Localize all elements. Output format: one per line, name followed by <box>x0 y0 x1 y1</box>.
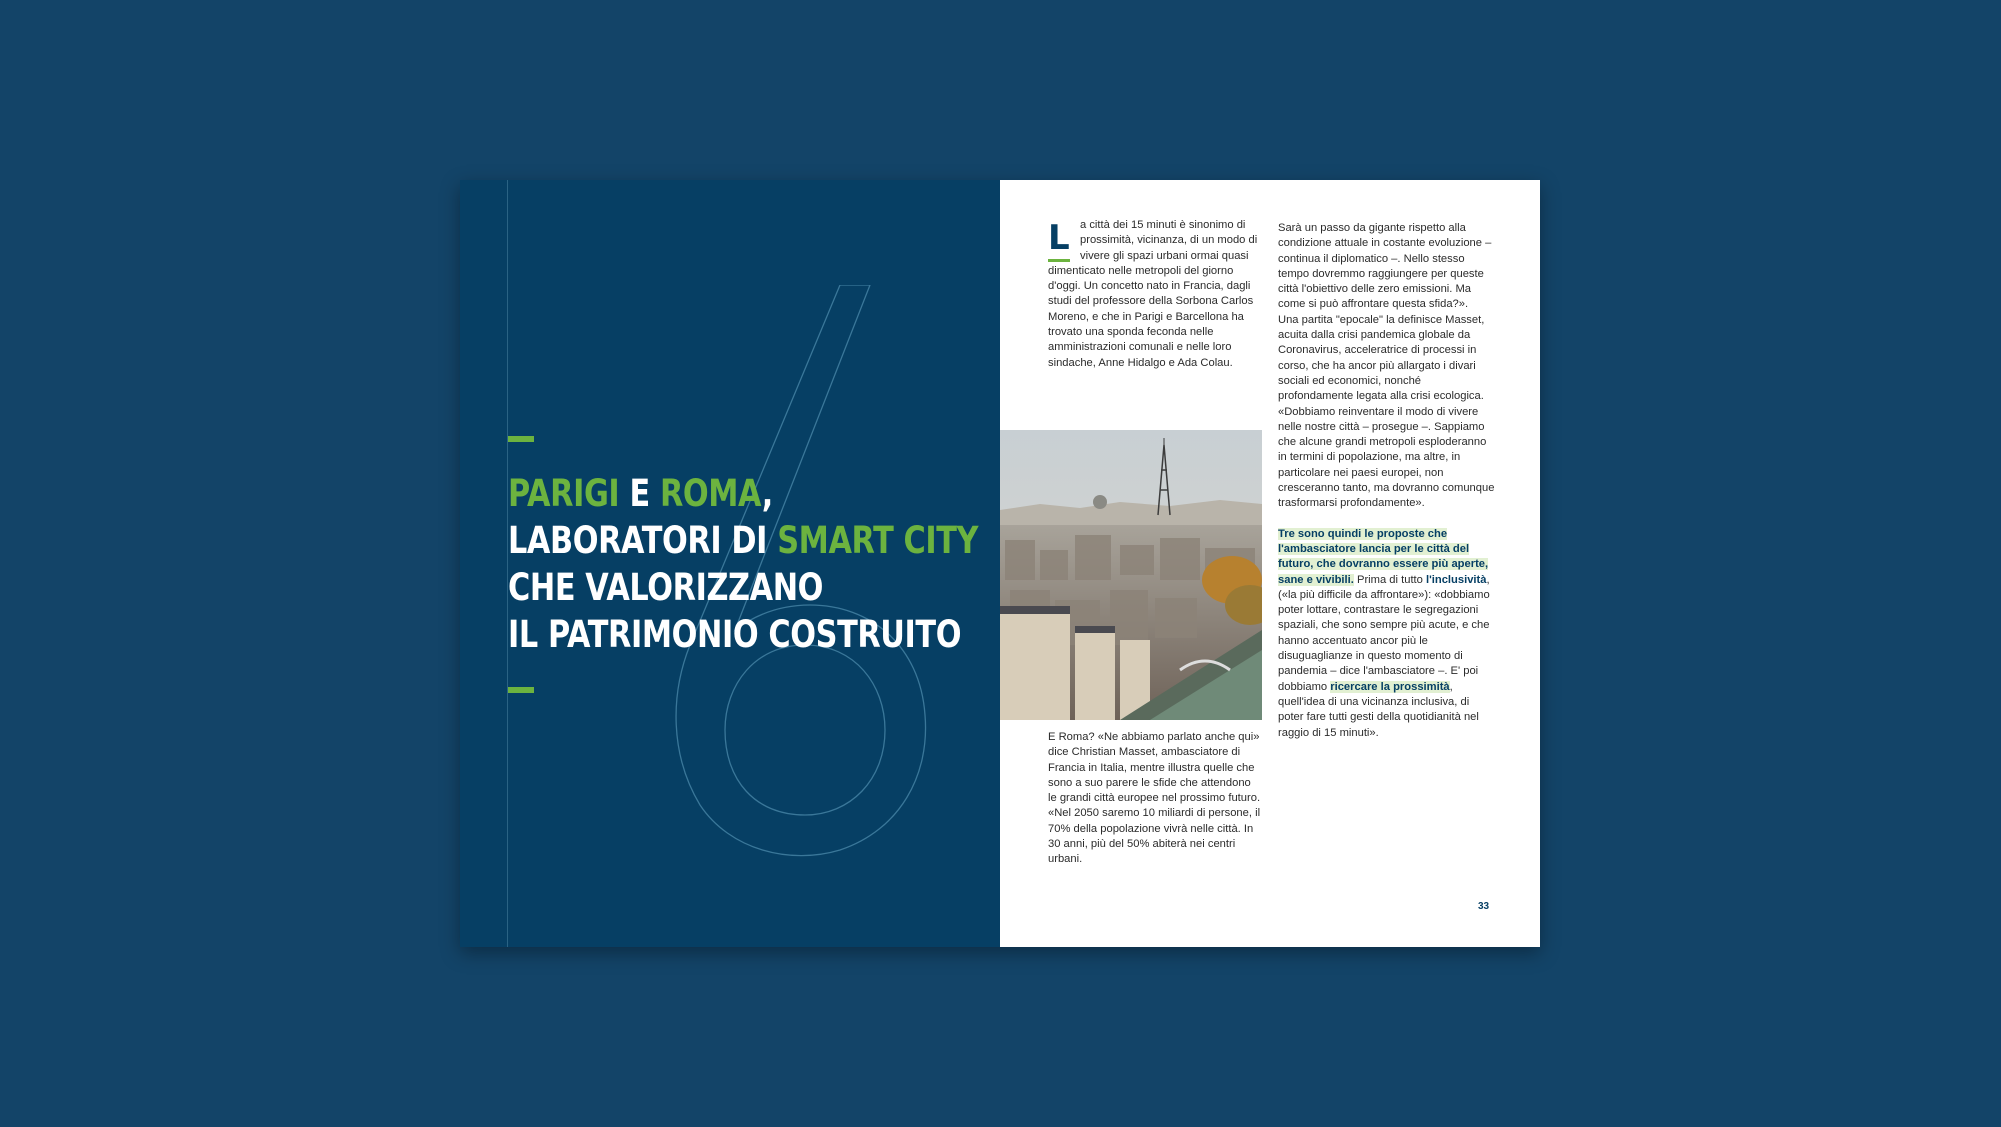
text-span: , («la più difficile da affrontare»): «dobbiamo poter lottare, contrastare le segregazioni spaziali, che sono sempre più acute, e che hanno accentuato ancor più le disuguaglianze in questo momento di pandemia – dice l'ambasciatore –. E' poi dobbiamo <box>1278 573 1490 693</box>
accent-bar-top <box>508 436 534 442</box>
paragraph-roma: E Roma? «Ne abbiamo parlato anche qui» dice Christian Masset, ambasciatore di Francia in Italia, mentre illustra quelle che sono a suo parere le sfide che attendono le grandi città europee nel prossimo futuro. «Nel 2050 saremo 10 miliardi di persone, il 70% della popolazione vivrà nelle città. In 30 anni, più del 50% abiterà nei centri urbani. <box>1048 731 1261 866</box>
title-comma: , <box>761 472 773 515</box>
bold-inclusivita: l'inclusività <box>1426 573 1487 586</box>
text-span: , quell'idea di una vicinanza inclusiva, di poter fare tutti gesti della quotidianità nel raggio di 15 minuti». <box>1278 680 1479 739</box>
left-page <box>460 180 1000 947</box>
highlight-proposte: Tre sono quindi le proposte che l'ambasciatore lancia per le città del futuro, che dovranno essere più aperte, sane e vivibili. <box>1278 527 1489 586</box>
title-laboratori: LABORATORI DI <box>508 519 778 562</box>
paris-skyline-photo <box>1000 430 1262 720</box>
intro-paragraph <box>1048 218 1262 371</box>
title-line-2 <box>508 517 979 564</box>
page-title <box>508 470 979 658</box>
paragraph-col2-1: Sarà un passo da gigante rispetto alla condizione attuale in costante evoluzione – continua il diplomatico –. Nello stesso tempo dovremmo raggiungere per queste città l'obiettivo delle zero emissioni. Ma come si può affrontare questa sfida?». <box>1278 222 1492 311</box>
title-e: E <box>619 472 660 515</box>
column-2 <box>1278 221 1496 741</box>
title-line-3: CHE VALORIZZANO <box>508 566 824 609</box>
magazine-spread <box>460 180 1540 947</box>
page-number: 33 <box>1478 901 1490 912</box>
title-roma: ROMA <box>659 472 762 515</box>
text-span: Prima di tutto <box>1353 573 1426 586</box>
title-line-4: IL PATRIMONIO COSTRUITO <box>508 613 962 656</box>
intro-text: a città dei 15 minuti è sinonimo di prossimità, vicinanza, di un modo di vivere gli spazi urbani ormai quasi dimenticato nelle metropoli del giorno d'oggi. Un concetto nato in Francia, dagli studi del professore della Sorbona Carlos Moreno, e che in Parigi e Barcellona ha trovato una sponda feconda nelle amministrazioni comunali e nelle loro sindache, Anne Hidalgo e Ada Colau. <box>1048 219 1258 369</box>
paragraph-col2-2: Una partita "epocale" la definisce Masset, acuita dalla crisi pandemica globale da Coronavirus, acceleratrice di processi in corso, che ha ancor più allargato i divari sociali ed economici, nonché profondamente legata alla crisi ecologica. «Dobbiamo reinventare il modo di vivere nelle nostre città – prosegue –. Sappiamo che alcune grandi metropoli esploderanno in termini di popolazione, ma altre, in particolare nei paesi europei, non cresceranno tanto, ma dovranno comunque trasformarsi profondamente». <box>1278 313 1495 510</box>
accent-bar-bottom <box>508 687 534 693</box>
right-page <box>1000 180 1540 947</box>
title-parigi: PARIGI <box>508 472 620 515</box>
title-line-1 <box>508 470 902 517</box>
title-smart-city: SMART CITY <box>777 519 979 562</box>
drop-cap: L <box>1048 220 1070 262</box>
paragraph-col2-3 <box>1278 527 1496 741</box>
highlight-prossimita: ricercare la prossimità <box>1330 680 1450 693</box>
